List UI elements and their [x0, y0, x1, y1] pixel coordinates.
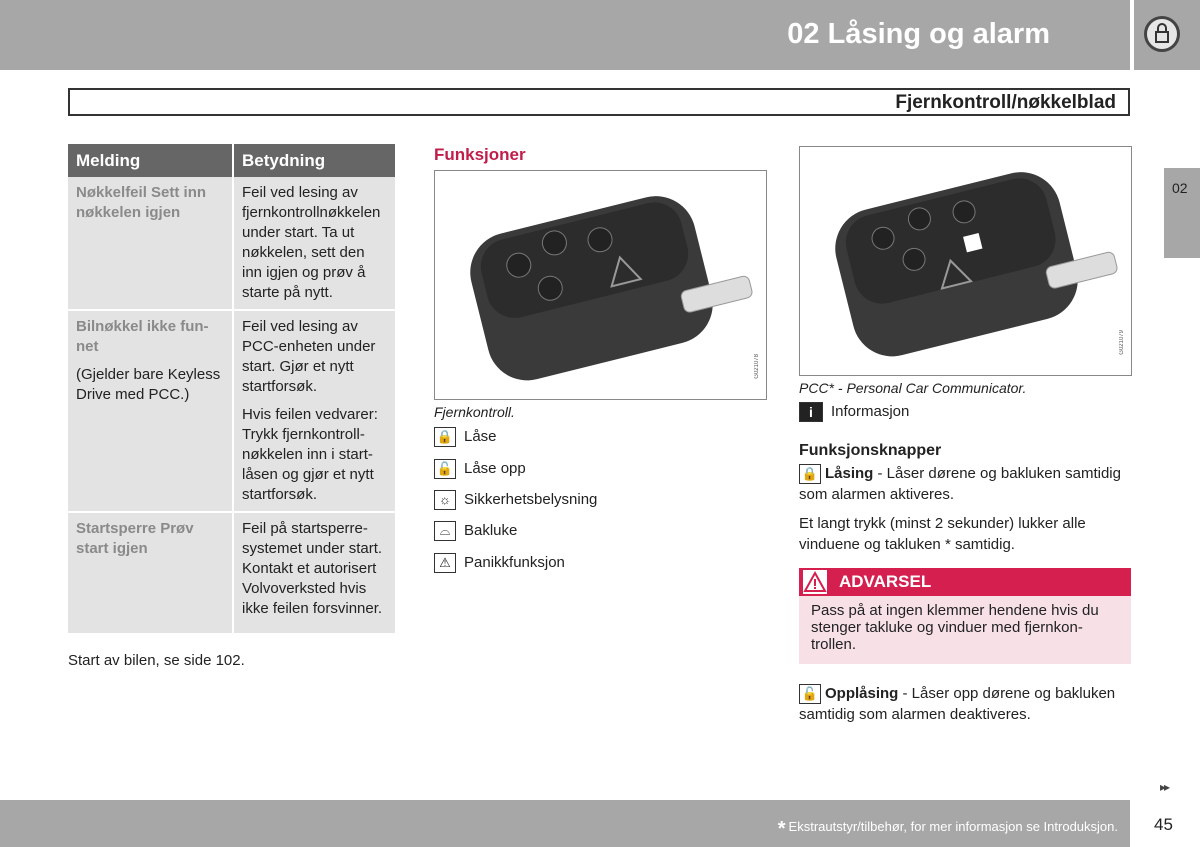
message-subtext: (Gjelder bare Keyless Drive med PCC.) [76, 366, 221, 403]
info-item [799, 402, 909, 422]
opplasing-text: - Låser opp dørene og bakluken samtidig som alarmen deaktiveres. [799, 685, 1116, 724]
hazard-icon: ⚠ [434, 553, 456, 573]
function-item-light [434, 490, 597, 510]
message-table [66, 144, 397, 635]
warning-header [799, 568, 1131, 596]
section-bar [68, 88, 1130, 116]
table-row [68, 177, 395, 311]
lasing-title: Låsing [825, 465, 874, 482]
function-item-trunk [434, 521, 517, 541]
function-item-panic [434, 553, 565, 573]
table-footnote: Start av bilen, se side 102. [68, 652, 245, 669]
opplasing-paragraph [799, 683, 1134, 725]
footnote-star: * [777, 818, 786, 840]
car-trunk-icon: ⌓ [434, 521, 456, 541]
lasing-text: - Låser dørene og bakluken samtidig som alarmen aktiveres. [799, 465, 1121, 504]
column-header-melding: Melding [68, 144, 232, 177]
warning-text: Pass på at ingen klemmer hendene hvis du stenger takluke og vinduer med fjernkontrollen. [799, 596, 1131, 664]
meaning-text: Feil ved lesing av PCC-enheten under start. Gjør et nytt startforsøk. [242, 318, 376, 395]
opplasing-title: Opplåsing [825, 685, 899, 702]
lock-icon: 🔒 [799, 464, 821, 484]
unlock-icon: 🔓 [434, 459, 456, 479]
page-number: 45 [1154, 815, 1173, 834]
lasing-paragraph [799, 463, 1134, 505]
function-label: Bakluke [464, 521, 518, 539]
message-text: Bilnøkkel ikke funnet [76, 318, 209, 355]
chapter-tab[interactable] [1164, 168, 1200, 258]
chapter-tab-label: 02 [1172, 180, 1188, 196]
function-item-unlock [434, 459, 526, 479]
page-footer [0, 800, 1130, 847]
light-icon: ☼ [434, 490, 456, 510]
lock-icon [1144, 16, 1180, 52]
function-label: Låse [464, 427, 497, 445]
warning-title: ADVARSEL [839, 572, 932, 591]
funksjoner-heading: Funksjoner [434, 145, 526, 164]
meaning-text: Feil ved lesing av fjernkontrollnøkkelen under start. Ta ut nøkkelen, sett den inn igjen og prøv å starte på nytt. [242, 184, 381, 301]
table-header-row [68, 144, 395, 177]
function-item-lock [434, 427, 497, 447]
chapter-title: 02 Låsing og alarm [787, 18, 1050, 50]
meaning-cell [234, 177, 395, 311]
meaning-cell [234, 513, 395, 635]
lock-icon: 🔒 [434, 427, 456, 447]
remote-key-image [434, 170, 767, 400]
message-text: Startsperre Prøv start igjen [76, 520, 194, 557]
pcc-caption: PCC* - Personal Car Communicator. [799, 380, 1027, 396]
info-icon [799, 402, 823, 422]
image-code: G021078 [754, 354, 760, 379]
long-press-paragraph: Et langt trykk (minst 2 sekunder) lukker alle vinduene og takluken * samtidig. [799, 515, 1086, 553]
image-code: G021079 [1119, 330, 1125, 355]
footer-note-text: Ekstrautstyr/tilbehør, for mer informasjon se Introduksjon. [788, 819, 1118, 834]
image-caption: Fjernkontroll. [434, 404, 515, 420]
function-label: Panikkfunksjon [464, 553, 565, 571]
table-row [68, 513, 395, 635]
section-title: Fjernkontroll/nøkkelblad [895, 92, 1116, 113]
message-text: Nøkkelfeil Sett inn nøkkelen igjen [76, 184, 207, 221]
message-cell [68, 177, 232, 311]
footer-note [778, 818, 1118, 841]
info-label: Informasjon [831, 402, 910, 420]
function-label: Sikkerhetsbelysning [464, 490, 598, 508]
funksjonsknapper-heading: Funksjonsknapper [799, 442, 942, 459]
meaning-cell [234, 311, 395, 513]
meaning-text: Feil på startsperresystemet under start. Kontakt et autorisert Volvoverksted hvis ikke feilen forsvinner. [242, 520, 383, 617]
meaning-text-2: Hvis feilen vedvarer: Trykk fjernkontrollnøkkelen inn i startlåsen og gjør et nytt startforsøk. [242, 406, 378, 503]
unlock-icon: 🔓 [799, 684, 821, 704]
warning-icon [803, 570, 827, 594]
page-header [0, 0, 1130, 70]
pcc-image [799, 146, 1132, 376]
message-cell [68, 513, 232, 635]
function-label: Låse opp [464, 459, 526, 477]
table-row [68, 311, 395, 513]
message-cell [68, 311, 232, 513]
column-header-betydning: Betydning [234, 144, 395, 177]
continue-mark: ▸▸ [1160, 780, 1169, 794]
